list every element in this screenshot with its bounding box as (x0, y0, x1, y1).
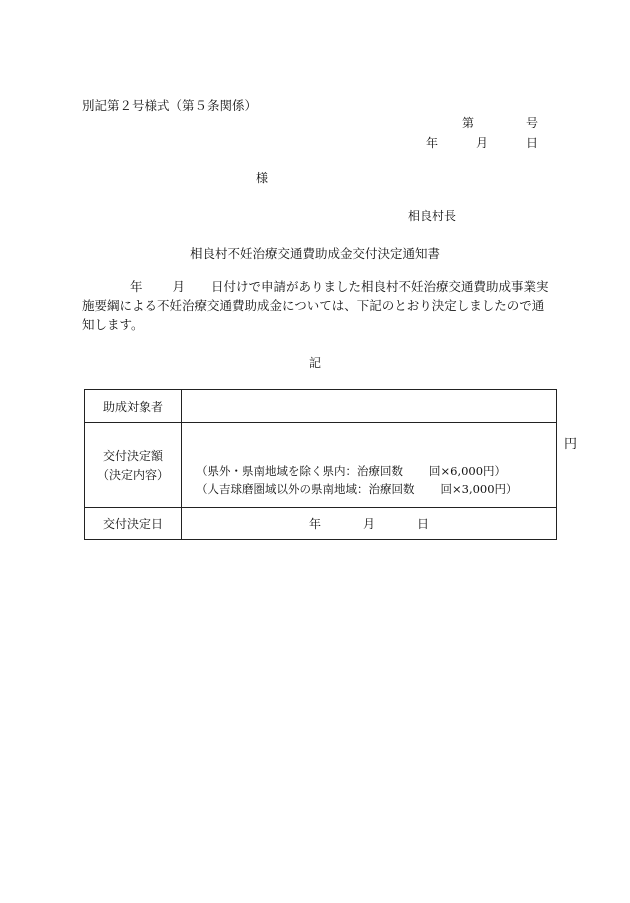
ki-heading: 記 (308, 356, 321, 370)
calc-line-south-text: （人吉球磨圏域以外の県南地域：治療回数 (196, 482, 415, 496)
body-text: 日付けで申請がありました相良村不妊治療交通費助成事業実施要綱による不妊治療交通費助成金については、下記のとおり決定しましたので通知します。 (82, 279, 549, 332)
amount-label: 交付決定額 (102, 449, 163, 463)
document-number-line (462, 114, 538, 131)
issuer-name: 相良村長 (408, 209, 457, 223)
recipient-value-cell (182, 390, 557, 423)
body-paragraph (82, 277, 552, 334)
body-year: 年 (130, 279, 143, 294)
decision-date-label: 交付決定日 (85, 508, 182, 540)
decision-day: 日 (417, 517, 430, 531)
calc-line-south-rate: 回×3,000円） (440, 482, 518, 496)
calc-line-prefecture-rate: 回×6,000円） (429, 464, 507, 478)
body-month: 月 (172, 279, 186, 294)
grant-info-table (84, 389, 578, 540)
amount-sub-label: （決定内容） (96, 468, 169, 482)
decision-year: 年 (309, 517, 322, 531)
table-row (85, 390, 557, 423)
issue-month: 月 (475, 136, 488, 150)
recipient-label: 助成対象者 (85, 390, 182, 423)
calc-line-south (196, 481, 518, 497)
number-suffix: 号 (525, 116, 538, 130)
number-prefix: 第 (461, 116, 474, 130)
calc-line-prefecture (196, 463, 506, 479)
decision-month: 月 (363, 517, 376, 531)
issue-date-line (426, 134, 538, 151)
form-label: 別記第２号様式（第５条関係） (82, 98, 258, 113)
table-row (85, 423, 557, 508)
document-title: 相良村不妊治療交通費助成金交付決定通知書 (189, 246, 440, 261)
addressee-suffix: 様 (256, 171, 269, 185)
amount-value-cell (182, 423, 578, 508)
amount-label-cell (85, 423, 182, 508)
table-row (85, 508, 557, 540)
calc-line-prefecture-text: （県外・県南地域を除く県内：治療回数 (196, 464, 403, 478)
issue-year: 年 (425, 136, 438, 150)
issue-day: 日 (525, 136, 538, 150)
yen-unit: 円 (564, 437, 578, 452)
decision-date-cell (182, 508, 557, 540)
